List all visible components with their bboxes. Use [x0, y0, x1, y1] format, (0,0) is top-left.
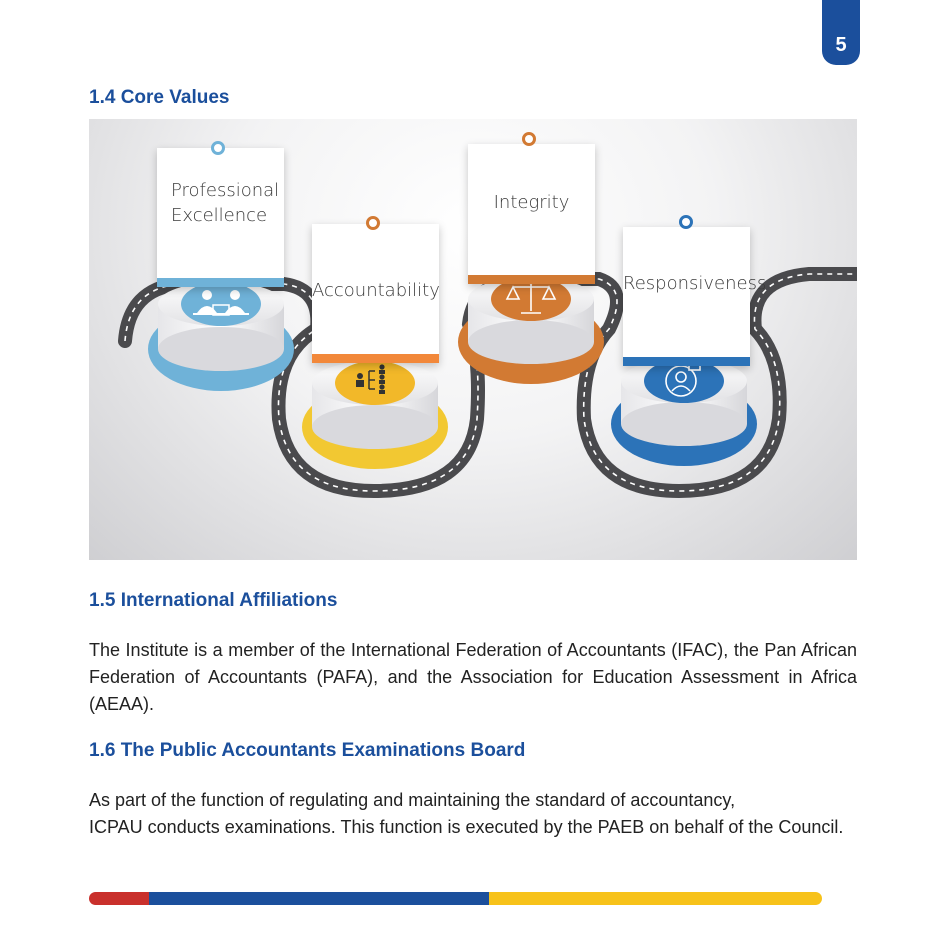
heading-international-affiliations: 1.5 International Affiliations — [89, 590, 338, 611]
core-values-infographic — [89, 119, 857, 560]
heading-paeb: 1.6 The Public Accountants Examinations Board — [89, 740, 526, 761]
footer-bar-red — [89, 892, 149, 905]
label-accountability: Accountability — [312, 280, 440, 301]
card-responsiveness — [623, 227, 767, 366]
card-accountability — [312, 224, 439, 363]
pin-integrity — [522, 132, 536, 146]
pin-accountability — [366, 216, 380, 230]
card-professional-excellence — [157, 148, 284, 287]
page-number: 5 — [835, 34, 847, 56]
footer-color-bar — [89, 892, 822, 905]
card-integrity — [468, 144, 595, 284]
pin-professional-excellence — [211, 141, 225, 155]
footer-bar-yellow — [489, 892, 822, 905]
paeb-line-2: ICPAU conducts examinations. This function is executed by the PAEB on behalf of the Council. — [89, 817, 844, 837]
paeb-line-1: As part of the function of regulating and maintaining the standard of accountancy, — [89, 790, 736, 810]
heading-core-values: 1.4 Core Values — [89, 87, 230, 108]
pedestal-accountability — [302, 361, 448, 469]
label-responsiveness: Responsiveness — [623, 273, 767, 294]
page-number-tab — [822, 0, 860, 65]
pedestal-professional-excellence — [148, 282, 294, 391]
affiliations-paragraph: The Institute is a member of the International Federation of Accountants (IFAC), the Pan African Federation of Accountants (PAFA), and the Association for Education Assessment in Africa (AEAA). — [89, 640, 857, 714]
footer-bar-blue — [149, 892, 489, 905]
pin-responsiveness — [679, 215, 693, 229]
label-integrity: Integrity — [493, 192, 570, 213]
pedestal-responsiveness — [611, 359, 757, 466]
label-professional-excellence: Professional Excellence — [171, 180, 280, 226]
paeb-paragraph — [89, 787, 857, 841]
